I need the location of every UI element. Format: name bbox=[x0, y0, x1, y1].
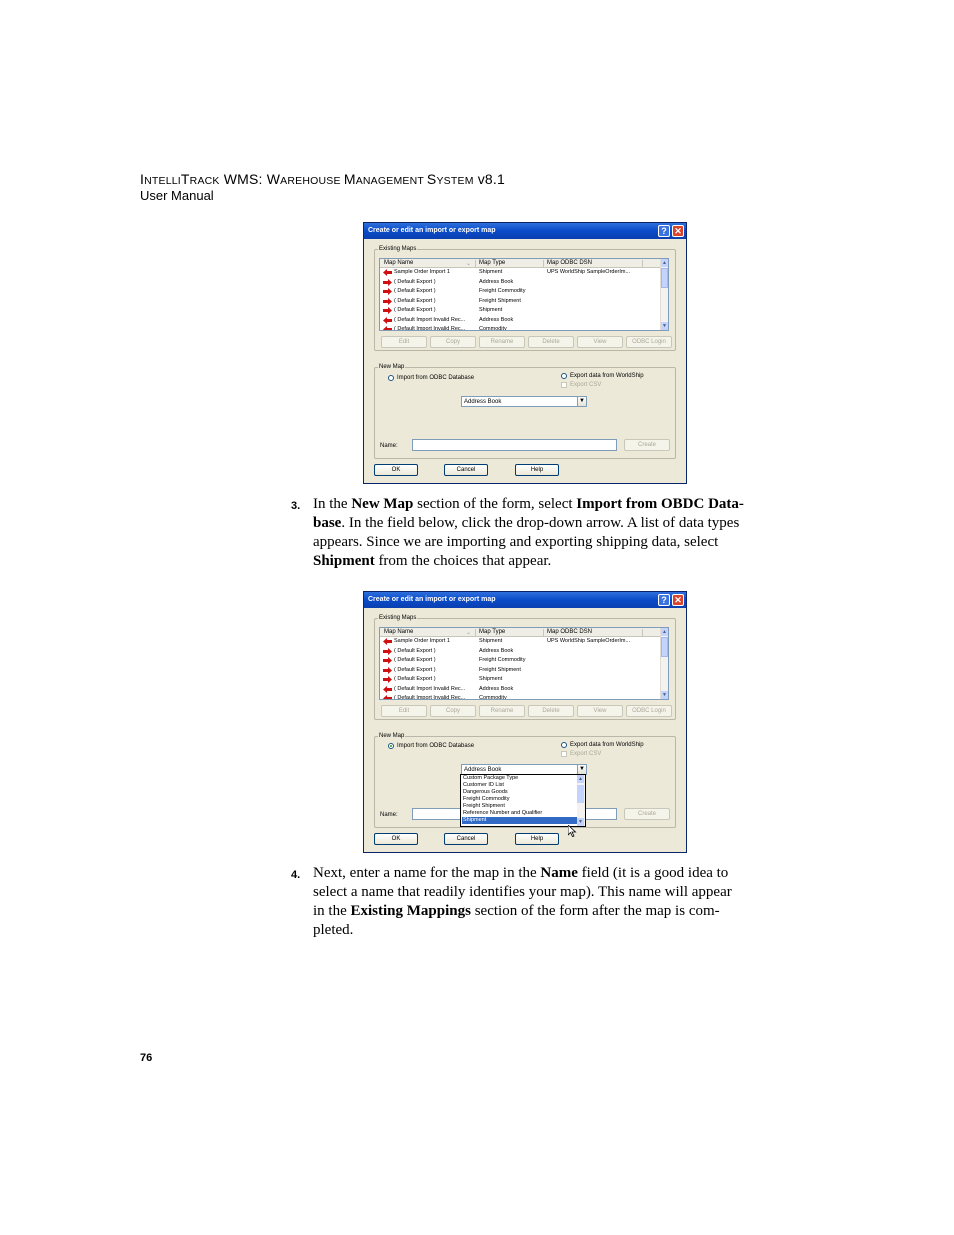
list-header bbox=[380, 259, 668, 268]
export-arrow-icon bbox=[383, 648, 392, 655]
dialog-titlebar bbox=[364, 223, 686, 239]
table-row[interactable]: ( Default Export ) Shipment bbox=[380, 675, 662, 685]
table-row[interactable]: ( Default Export ) Address Book bbox=[380, 647, 662, 657]
dropdown-arrow-icon[interactable]: ▼ bbox=[577, 397, 586, 406]
import-odbc-radio-selected[interactable] bbox=[388, 743, 394, 749]
data-type-select[interactable]: Address Book ▼ bbox=[461, 396, 587, 407]
column-map-type[interactable]: Map Type bbox=[479, 260, 506, 266]
import-odbc-label: Import from ODBC Database bbox=[397, 375, 475, 381]
map-name-input[interactable] bbox=[412, 439, 617, 451]
export-worldship-radio[interactable] bbox=[561, 373, 567, 379]
import-arrow-icon bbox=[383, 686, 392, 693]
delete-button[interactable]: Delete bbox=[528, 336, 574, 348]
help-icon[interactable]: ? bbox=[658, 225, 670, 237]
existing-maps-group bbox=[374, 246, 676, 351]
name-label: Name: bbox=[380, 812, 398, 818]
table-row[interactable]: ( Default Export ) Freight Shipment bbox=[380, 297, 662, 307]
export-csv-label: Export CSV bbox=[570, 751, 602, 757]
existing-maps-label: Existing Maps bbox=[379, 246, 417, 252]
dropdown-option-selected[interactable]: Shipment bbox=[462, 817, 578, 824]
create-button[interactable]: Create bbox=[624, 439, 670, 451]
dialog-title: Create or edit an import or export map bbox=[368, 596, 496, 603]
help-button[interactable]: Help bbox=[515, 833, 559, 845]
existing-maps-label: Existing Maps bbox=[379, 615, 417, 621]
import-arrow-icon bbox=[383, 269, 392, 276]
sort-chevron-icon: ⌄ bbox=[466, 630, 472, 636]
new-map-label: New Map bbox=[379, 364, 405, 370]
dropdown-option[interactable]: Reference Number and Qualifier bbox=[463, 810, 543, 816]
import-odbc-radio[interactable] bbox=[388, 375, 394, 381]
import-arrow-icon bbox=[383, 695, 392, 700]
step-number-4: 4. bbox=[291, 869, 301, 881]
existing-maps-list[interactable] bbox=[379, 627, 669, 700]
ok-button[interactable]: OK bbox=[374, 464, 418, 476]
import-arrow-icon bbox=[383, 317, 392, 324]
existing-maps-group bbox=[374, 615, 676, 720]
table-row[interactable]: ( Default Export ) Shipment bbox=[380, 306, 662, 316]
export-worldship-label: Export data from WorldShip bbox=[570, 742, 644, 748]
step-3-text: In the New Map section of the form, select Import from OBDC Data- base. In the field below, click the drop-down arrow. A list of data types appears. Since we are importing and exporting shipping data, select Shipment from the choices that appear. bbox=[313, 496, 744, 569]
export-arrow-icon bbox=[383, 676, 392, 683]
cancel-button[interactable]: Cancel bbox=[444, 833, 488, 845]
dialog-titlebar bbox=[364, 592, 686, 608]
column-map-dsn[interactable]: Map ODBC DSN bbox=[547, 629, 593, 635]
dropdown-option[interactable]: Customer ID List bbox=[463, 782, 504, 788]
export-csv-checkbox[interactable] bbox=[561, 382, 567, 388]
delete-button[interactable]: Delete bbox=[528, 705, 574, 717]
table-row[interactable]: ( Default Import Invalid Rec... Address Book bbox=[380, 685, 662, 695]
rename-button[interactable]: Rename bbox=[479, 705, 525, 717]
odbc-login-button[interactable]: ODBC Login bbox=[626, 705, 672, 717]
close-icon[interactable]: ✕ bbox=[672, 225, 684, 237]
list-scrollbar[interactable] bbox=[660, 259, 668, 330]
mouse-cursor-icon bbox=[568, 825, 577, 837]
running-header-title: INTELLITRACK WMS: WAREHOUSE MANAGEMENT SYSTEM v8.1 bbox=[140, 171, 505, 187]
import-arrow-icon bbox=[383, 638, 392, 645]
scroll-up-icon[interactable]: ▲ bbox=[578, 776, 583, 782]
export-worldship-label: Export data from WorldShip bbox=[570, 373, 644, 379]
export-arrow-icon bbox=[383, 307, 392, 314]
help-button[interactable]: Help bbox=[515, 464, 559, 476]
export-arrow-icon bbox=[383, 298, 392, 305]
list-scrollbar[interactable] bbox=[660, 628, 668, 699]
dialog-title: Create or edit an import or export map bbox=[368, 227, 496, 234]
existing-maps-list[interactable] bbox=[379, 258, 669, 331]
scroll-thumb[interactable] bbox=[577, 785, 584, 803]
scroll-down-icon[interactable]: ▼ bbox=[662, 323, 667, 329]
page-number: 76 bbox=[140, 1052, 153, 1064]
map-dialog-screenshot-2 bbox=[363, 591, 687, 853]
copy-button[interactable]: Copy bbox=[430, 336, 476, 348]
copy-button[interactable]: Copy bbox=[430, 705, 476, 717]
column-map-type[interactable]: Map Type bbox=[479, 629, 506, 635]
edit-button[interactable]: Edit bbox=[381, 705, 427, 717]
column-map-name[interactable]: Map Name bbox=[384, 260, 414, 266]
new-map-label: New Map bbox=[379, 733, 405, 739]
table-row[interactable]: ( Default Export ) Freight Commodity bbox=[380, 287, 662, 297]
import-arrow-icon bbox=[383, 326, 392, 331]
table-row[interactable]: ( Default Export ) Freight Commodity bbox=[380, 656, 662, 666]
table-row[interactable]: Sample Order Import 1 Shipment UPS WorldShip SampleOrderIm... bbox=[380, 637, 662, 647]
view-button[interactable]: View bbox=[577, 336, 623, 348]
list-header bbox=[380, 628, 668, 637]
name-label: Name: bbox=[380, 443, 398, 449]
edit-button[interactable]: Edit bbox=[381, 336, 427, 348]
running-header-subtitle: User Manual bbox=[140, 188, 214, 203]
export-arrow-icon bbox=[383, 279, 392, 286]
step-4-text: Next, enter a name for the map in the Name field (it is a good idea to select a name that readily identifies your map). This name will appear in the Existing Mappings section of the form after the map is com- pleted. bbox=[313, 865, 732, 938]
dropdown-option[interactable]: Freight Shipment bbox=[463, 803, 505, 809]
dropdown-option[interactable]: Freight Commodity bbox=[463, 796, 510, 802]
export-arrow-icon bbox=[383, 288, 392, 295]
dropdown-scrollbar[interactable] bbox=[577, 775, 585, 826]
ok-button[interactable]: OK bbox=[374, 833, 418, 845]
dropdown-arrow-icon[interactable]: ▼ bbox=[577, 765, 586, 774]
export-arrow-icon bbox=[383, 657, 392, 664]
table-row[interactable]: Sample Order Import 1 Shipment UPS WorldShip SampleOrderIm... bbox=[380, 268, 662, 278]
odbc-login-button[interactable]: ODBC Login bbox=[626, 336, 672, 348]
create-button[interactable]: Create bbox=[624, 808, 670, 820]
scroll-thumb[interactable] bbox=[661, 637, 668, 657]
step-number-3: 3. bbox=[291, 500, 301, 512]
scroll-down-icon[interactable]: ▼ bbox=[662, 692, 667, 698]
map-dialog-screenshot-1 bbox=[363, 222, 687, 484]
data-type-select[interactable]: Address Book ▼ bbox=[461, 764, 587, 775]
table-row[interactable]: ( Default Export ) Address Book bbox=[380, 278, 662, 288]
table-row[interactable]: ( Default Import Invalid Rec... Commodity bbox=[380, 325, 662, 331]
close-icon[interactable]: ✕ bbox=[672, 594, 684, 606]
column-map-dsn[interactable]: Map ODBC DSN bbox=[547, 260, 593, 266]
scroll-up-icon[interactable]: ▲ bbox=[662, 629, 667, 635]
table-row[interactable]: ( Default Import Invalid Rec... Commodity bbox=[380, 694, 662, 700]
export-arrow-icon bbox=[383, 667, 392, 674]
view-button[interactable]: View bbox=[577, 705, 623, 717]
new-map-group bbox=[374, 364, 676, 459]
table-row[interactable]: ( Default Export ) Freight Shipment bbox=[380, 666, 662, 676]
export-csv-checkbox[interactable] bbox=[561, 751, 567, 757]
export-worldship-radio[interactable] bbox=[561, 742, 567, 748]
cancel-button[interactable]: Cancel bbox=[444, 464, 488, 476]
rename-button[interactable]: Rename bbox=[479, 336, 525, 348]
scroll-down-icon[interactable]: ▼ bbox=[578, 819, 583, 825]
dropdown-option[interactable]: Custom Package Type bbox=[463, 775, 519, 781]
dropdown-option[interactable]: Dangerous Goods bbox=[463, 789, 508, 795]
scroll-thumb[interactable] bbox=[661, 268, 668, 288]
export-csv-label: Export CSV bbox=[570, 382, 602, 388]
data-type-dropdown-list[interactable] bbox=[460, 774, 586, 827]
sort-chevron-icon: ⌄ bbox=[466, 261, 472, 267]
column-map-name[interactable]: Map Name bbox=[384, 629, 414, 635]
help-icon[interactable]: ? bbox=[658, 594, 670, 606]
table-row[interactable]: ( Default Import Invalid Rec... Address Book bbox=[380, 316, 662, 326]
import-odbc-label: Import from ODBC Database bbox=[397, 743, 475, 749]
scroll-up-icon[interactable]: ▲ bbox=[662, 260, 667, 266]
